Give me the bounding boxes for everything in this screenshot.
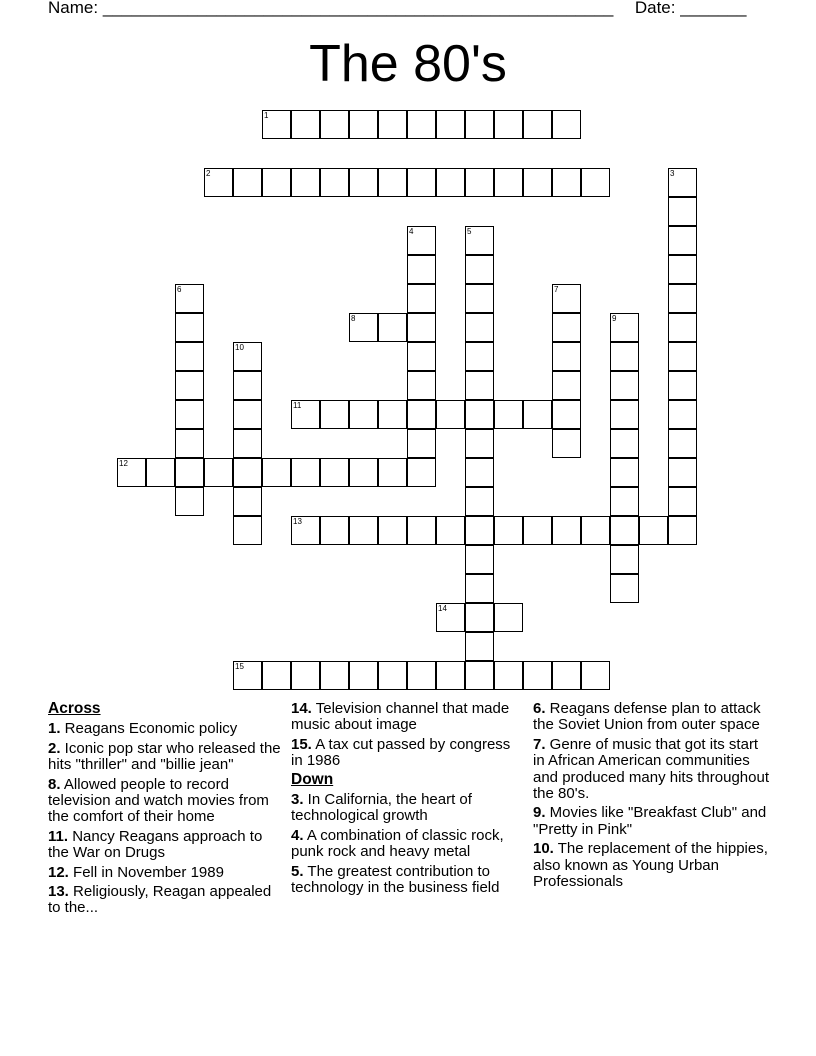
grid-cell[interactable] (494, 168, 523, 197)
grid-cell[interactable] (233, 458, 262, 487)
grid-cell[interactable] (407, 284, 436, 313)
clue-text: A combination of classic rock, punk rock and heavy metal (291, 826, 504, 861)
clue-item (291, 828, 521, 861)
grid-cell[interactable] (320, 458, 349, 487)
clue-number-label: 8 (351, 314, 356, 323)
grid-cell[interactable] (262, 661, 291, 690)
clue-text: Television channel that made music about image (291, 700, 510, 734)
grid-cell[interactable] (407, 226, 436, 255)
grid-cell[interactable] (378, 313, 407, 342)
grid-cell[interactable] (465, 516, 494, 545)
grid-cell[interactable] (494, 400, 523, 429)
grid-cell[interactable] (465, 458, 494, 487)
grid-cell[interactable] (668, 342, 697, 371)
clue-text: The greatest contribution to technology in the business field (291, 862, 500, 897)
clue-number: 14. (291, 700, 312, 717)
grid-cell[interactable] (552, 168, 581, 197)
grid-cell[interactable] (523, 168, 552, 197)
grid-cell[interactable] (436, 400, 465, 429)
grid-cell[interactable] (552, 110, 581, 139)
clue-text: Religiously, Reagan appealed to the... (48, 883, 272, 917)
grid-cell[interactable] (291, 168, 320, 197)
name-field[interactable]: ______________________________________________________ (102, 0, 614, 17)
grid-cell[interactable] (175, 400, 204, 429)
clue-item (291, 701, 521, 734)
grid-cell[interactable] (465, 255, 494, 284)
grid-cell[interactable] (407, 429, 436, 458)
grid-cell[interactable] (407, 458, 436, 487)
grid-cell[interactable] (204, 458, 233, 487)
clue-number: 11. (48, 827, 69, 845)
clue-number-label: 7 (554, 285, 559, 294)
clue-number-label: 10 (235, 343, 244, 352)
grid-cell[interactable] (378, 400, 407, 429)
grid-cell[interactable] (378, 458, 407, 487)
clue-number: 4. (291, 826, 304, 844)
clue-number-label: 1 (264, 111, 269, 120)
grid-cell[interactable] (146, 458, 175, 487)
grid-cell[interactable] (349, 110, 378, 139)
clue-item (291, 792, 521, 825)
grid-cell[interactable] (581, 516, 610, 545)
grid-cell[interactable] (349, 661, 378, 690)
clue-text: Nancy Reagans approach to the War on Drugs (48, 827, 263, 862)
clue-text: A tax cut passed by congress in 1986 (291, 735, 511, 770)
grid-cell[interactable] (407, 255, 436, 284)
grid-cell[interactable] (262, 110, 291, 139)
grid-cell[interactable] (349, 458, 378, 487)
grid-cell[interactable] (668, 197, 697, 226)
clue-number-label: 6 (177, 285, 182, 294)
page-title: The 80's (309, 35, 507, 93)
grid-cell[interactable] (233, 516, 262, 545)
grid-cell[interactable] (581, 661, 610, 690)
grid-cell[interactable] (610, 458, 639, 487)
clue-text: Genre of music that got its start in African American communities and produced many hits throughout the 80's. (533, 735, 769, 803)
grid-cell[interactable] (610, 487, 639, 516)
grid-cell[interactable] (407, 661, 436, 690)
clue-column-1 (48, 701, 283, 920)
grid-cell[interactable] (465, 400, 494, 429)
date-label: Date: (634, 0, 676, 17)
grid-cell[interactable] (436, 603, 465, 632)
grid-cell[interactable] (407, 342, 436, 371)
grid-cell[interactable] (407, 371, 436, 400)
clue-number: 8. (48, 775, 61, 793)
clue-number: 15. (291, 735, 312, 753)
grid-cell[interactable] (436, 168, 465, 197)
grid-cell[interactable] (552, 342, 581, 371)
grid-cell[interactable] (291, 458, 320, 487)
clue-number-label: 4 (409, 227, 414, 236)
grid-cell[interactable] (465, 284, 494, 313)
clue-number: 9. (533, 804, 546, 822)
grid-cell[interactable] (523, 516, 552, 545)
clue-number: 12. (48, 863, 69, 881)
grid-cell[interactable] (494, 603, 523, 632)
grid-cell[interactable] (204, 168, 233, 197)
grid-cell[interactable] (552, 429, 581, 458)
grid-cell[interactable] (320, 110, 349, 139)
grid-cell[interactable] (552, 284, 581, 313)
grid-cell[interactable] (668, 458, 697, 487)
grid-cell[interactable] (610, 400, 639, 429)
clue-number: 6. (533, 700, 546, 717)
grid-cell[interactable] (668, 487, 697, 516)
clue-number: 3. (291, 791, 304, 809)
grid-cell[interactable] (175, 487, 204, 516)
across-heading: Across (48, 700, 101, 717)
clue-number: 1. (48, 720, 61, 738)
clue-number-label: 9 (612, 314, 617, 323)
grid-cell[interactable] (465, 342, 494, 371)
clue-item (533, 805, 773, 838)
grid-cell[interactable] (262, 168, 291, 197)
grid-cell[interactable] (175, 371, 204, 400)
clue-item (48, 721, 283, 737)
grid-cell[interactable] (465, 429, 494, 458)
clue-item (291, 864, 521, 897)
grid-cell[interactable] (668, 226, 697, 255)
grid-cell[interactable] (465, 371, 494, 400)
clue-item (291, 737, 521, 770)
grid-cell[interactable] (233, 371, 262, 400)
name-label: Name: (48, 0, 99, 17)
grid-cell[interactable] (407, 516, 436, 545)
grid-cell[interactable] (668, 168, 697, 197)
clue-number-label: 15 (235, 662, 244, 671)
grid-cell[interactable] (291, 661, 320, 690)
clue-text: Reagans Economic policy (60, 720, 238, 738)
grid-cell[interactable] (378, 168, 407, 197)
grid-cell[interactable] (523, 110, 552, 139)
clue-text: Reagans defense plan to attack the Soviet Union from outer space (533, 700, 761, 734)
grid-cell[interactable] (291, 516, 320, 545)
clue-item (48, 741, 283, 774)
clue-number-label: 5 (467, 227, 472, 236)
grid-cell[interactable] (552, 313, 581, 342)
clue-text: The replacement of the hippies, also known as Young Urban Professionals (533, 840, 768, 891)
grid-cell[interactable] (668, 255, 697, 284)
clue-text: In California, the heart of technological growth (291, 791, 472, 825)
clue-item (533, 737, 773, 803)
grid-cell[interactable] (639, 516, 668, 545)
grid-cell[interactable] (668, 371, 697, 400)
grid-cell[interactable] (610, 313, 639, 342)
grid-cell[interactable] (436, 110, 465, 139)
clue-column-2 (291, 701, 521, 899)
grid-cell[interactable] (436, 661, 465, 690)
date-field[interactable]: _______ (680, 0, 747, 17)
clue-column-3 (533, 701, 773, 893)
grid-cell[interactable] (175, 342, 204, 371)
clue-item (48, 829, 283, 862)
grid-cell[interactable] (494, 110, 523, 139)
grid-cell[interactable] (233, 429, 262, 458)
grid-cell[interactable] (233, 342, 262, 371)
grid-cell[interactable] (117, 458, 146, 487)
grid-cell[interactable] (465, 110, 494, 139)
grid-cell[interactable] (349, 516, 378, 545)
grid-cell[interactable] (668, 400, 697, 429)
clue-number-label: 13 (293, 517, 302, 526)
grid-cell[interactable] (523, 400, 552, 429)
grid-cell[interactable] (349, 168, 378, 197)
clue-text: Fell in November 1989 (68, 863, 224, 881)
grid-cell[interactable] (465, 168, 494, 197)
clue-number-label: 11 (293, 401, 302, 410)
grid-cell[interactable] (668, 516, 697, 545)
clue-text: Allowed people to record television and watch movies from the comfort of their home (48, 775, 269, 826)
grid-cell[interactable] (378, 516, 407, 545)
grid-cell[interactable] (610, 342, 639, 371)
grid-cell[interactable] (407, 400, 436, 429)
clue-number: 5. (291, 862, 304, 880)
grid-cell[interactable] (291, 400, 320, 429)
grid-cell[interactable] (465, 574, 494, 603)
grid-cell[interactable] (465, 545, 494, 574)
grid-cell[interactable] (552, 400, 581, 429)
clue-item (48, 777, 283, 826)
grid-cell[interactable] (668, 429, 697, 458)
clue-item (48, 884, 283, 917)
grid-cell[interactable] (494, 661, 523, 690)
grid-cell[interactable] (465, 632, 494, 661)
grid-cell[interactable] (233, 487, 262, 516)
grid-cell[interactable] (378, 110, 407, 139)
grid-cell[interactable] (320, 168, 349, 197)
grid-cell[interactable] (233, 661, 262, 690)
clue-text: Movies like "Breakfast Club" and "Pretty in Pink" (533, 804, 767, 838)
grid-cell[interactable] (581, 168, 610, 197)
grid-cell[interactable] (262, 458, 291, 487)
grid-cell[interactable] (436, 516, 465, 545)
clue-number: 10. (533, 840, 554, 858)
clue-number-label: 12 (119, 459, 128, 468)
grid-cell[interactable] (523, 661, 552, 690)
grid-cell[interactable] (233, 400, 262, 429)
clue-number-label: 14 (438, 604, 447, 613)
grid-cell[interactable] (610, 429, 639, 458)
grid-cell[interactable] (668, 284, 697, 313)
grid-cell[interactable] (407, 110, 436, 139)
grid-cell[interactable] (320, 661, 349, 690)
clue-number: 7. (533, 735, 546, 753)
grid-cell[interactable] (552, 661, 581, 690)
grid-cell[interactable] (320, 516, 349, 545)
grid-cell[interactable] (320, 400, 349, 429)
grid-cell[interactable] (610, 516, 639, 545)
grid-cell[interactable] (610, 574, 639, 603)
grid-cell[interactable] (175, 284, 204, 313)
grid-cell[interactable] (465, 603, 494, 632)
grid-cell[interactable] (175, 313, 204, 342)
grid-cell[interactable] (610, 371, 639, 400)
grid-cell[interactable] (552, 516, 581, 545)
clue-item (533, 701, 773, 734)
clue-number-label: 2 (206, 169, 211, 178)
grid-cell[interactable] (349, 400, 378, 429)
grid-cell[interactable] (610, 545, 639, 574)
down-heading: Down (291, 770, 334, 788)
clue-number: 2. (48, 739, 61, 757)
grid-cell[interactable] (233, 168, 262, 197)
clue-item (533, 841, 773, 890)
grid-cell[interactable] (175, 458, 204, 487)
grid-cell[interactable] (552, 371, 581, 400)
grid-cell[interactable] (668, 313, 697, 342)
clue-text: Iconic pop star who released the hits "thriller" and "billie jean" (48, 739, 281, 774)
grid-cell[interactable] (291, 110, 320, 139)
clue-number: 13. (48, 883, 69, 901)
clue-item (48, 865, 283, 881)
grid-cell[interactable] (407, 313, 436, 342)
grid-cell[interactable] (465, 313, 494, 342)
grid-cell[interactable] (465, 661, 494, 690)
grid-cell[interactable] (407, 168, 436, 197)
grid-cell[interactable] (465, 487, 494, 516)
grid-cell[interactable] (465, 226, 494, 255)
grid-cell[interactable] (494, 516, 523, 545)
clue-number-label: 3 (670, 169, 675, 178)
grid-cell[interactable] (175, 429, 204, 458)
grid-cell[interactable] (349, 313, 378, 342)
grid-cell[interactable] (378, 661, 407, 690)
